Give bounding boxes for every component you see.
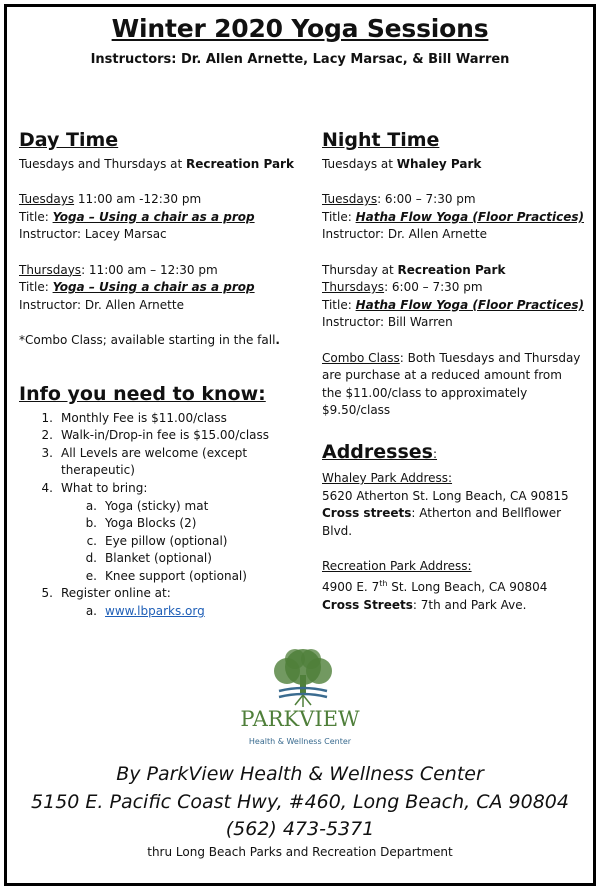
night-thursday-intro: Thursday at Recreation Park (322, 262, 506, 277)
day-thursday-instructor: Instructor: Dr. Allen Arnette (19, 297, 184, 312)
info-heading: Info you need to know: (19, 382, 266, 405)
rec-label: Recreation Park Address: (322, 558, 472, 573)
list-item: e. Knee support (optional) (85, 568, 247, 583)
footer-line-1: By ParkView Health & Wellness Center (116, 763, 484, 785)
list-item: a. www.lbparks.org (19, 603, 304, 621)
list-item: a. Yoga (sticky) mat (85, 498, 209, 513)
night-thursday-title: Title: Hatha Flow Yoga (Floor Practices) (322, 297, 585, 312)
rec-cross-streets: Cross Streets: 7th and Park Ave. (322, 598, 527, 613)
right-column (322, 128, 584, 615)
day-time-heading: Day Time (19, 129, 119, 151)
instructors-line: Instructors: Dr. Allen Arnette, Lacy Marsac, & Bill Warren (90, 52, 510, 67)
day-thursday-title: Title: Yoga – Using a chair as a prop (19, 280, 255, 295)
list-item: 2. Walk-in/Drop-in fee is $15.00/class (41, 428, 270, 443)
whaley-address: 5620 Atherton St. Long Beach, CA 90815 (322, 488, 569, 503)
day-tuesday-instructor: Instructor: Lacey Marsac (19, 227, 167, 242)
addresses-heading: Addresses: (322, 440, 438, 463)
list-item: 1. Monthly Fee is $11.00/class (41, 410, 227, 425)
night-time-heading: Night Time (322, 129, 440, 151)
day-tuesday-title: Title: Yoga – Using a chair as a prop (19, 209, 255, 224)
info-list (19, 410, 304, 621)
footer-sponsor: thru Long Beach Parks and Recreation Department (147, 845, 453, 859)
logo-tagline: Health & Wellness Center (248, 737, 352, 746)
night-tuesday-instructor: Instructor: Dr. Allen Arnette (322, 227, 487, 242)
list-item: d. Blanket (optional) (85, 551, 212, 566)
combo-class-text: Combo Class: Both Tuesdays and Thursday are purchase at a reduced amount from the $11.00/class to approximately $9.50/class (322, 350, 581, 418)
combo-note: *Combo Class; available starting in the fall. (19, 332, 280, 347)
day-thursday-time: Thursdays: 11:00 am – 12:30 pm (19, 262, 218, 277)
logo-brand: PARKVIEW (240, 707, 360, 731)
list-item: c. Eye pillow (optional) (86, 533, 228, 548)
lbparks-link[interactable]: www.lbparks.org (105, 604, 205, 619)
whaley-cross-streets: Cross streets: Atherton and Bellflower Blvd. (322, 506, 562, 538)
list-item: 3. All Levels are welcome (except therapeutic) (41, 445, 248, 478)
tree-icon (233, 645, 373, 750)
night-tuesday-title: Title: Hatha Flow Yoga (Floor Practices) (322, 209, 585, 224)
list-item: 4. What to bring: (41, 480, 148, 495)
bring-sublist (19, 498, 304, 586)
whaley-label: Whaley Park Address: (322, 470, 453, 485)
rec-address: 4900 E. 7th St. Long Beach, CA 90804 (322, 579, 548, 595)
footer-address: 5150 E. Pacific Coast Hwy, #460, Long Beach, CA 90804 (31, 791, 569, 813)
night-intro: Tuesdays at Whaley Park (322, 157, 482, 171)
footer-phone: (562) 473-5371 (225, 818, 375, 840)
night-thursday-instructor: Instructor: Bill Warren (322, 315, 453, 330)
day-intro: Tuesdays and Thursdays at Recreation Park (19, 157, 294, 171)
register-sublist (19, 603, 304, 621)
page-title: Winter 2020 Yoga Sessions (111, 14, 489, 43)
list-item: 5. Register online at: (41, 586, 171, 601)
left-column (19, 128, 304, 621)
list-item: b. Yoga Blocks (2) (85, 516, 197, 531)
day-tuesday-time: Tuesdays 11:00 am -12:30 pm (19, 192, 202, 207)
night-thursday-time: Thursdays: 6:00 – 7:30 pm (322, 280, 483, 295)
night-tuesday-time: Tuesdays: 6:00 – 7:30 pm (322, 192, 476, 207)
